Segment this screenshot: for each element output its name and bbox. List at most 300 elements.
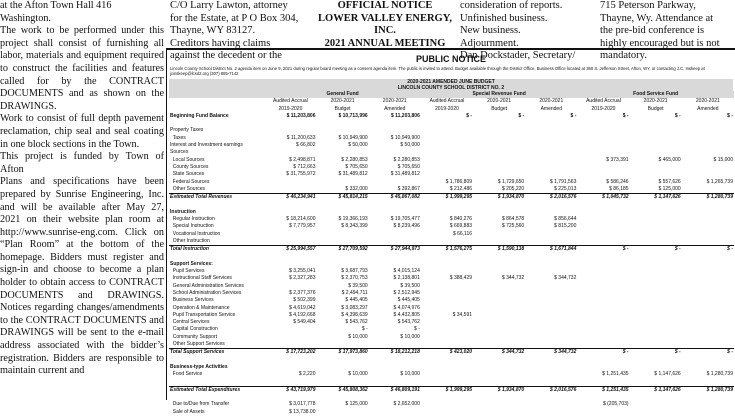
article-paragraph: Plans and specifications have been prepared by Sunrise Engineering, Inc. and will be available after May 27, 2021 on their website plan room at http://www.sunrise-eng.com. Click on “Plan Room” at the bottom of the homepage. Bidders must register and sign-in and choose to become a plan holder to obtain access to CONTRACT DOCUMENTS and DRAWINGS. Notices regarding changes/amendments to the CONTRACT DOCUMENTS and DRAWINGS will be sent to the e-mail address associated with the bidder’s registration. Bidders are responsible to maintain current and	[0, 176, 164, 377]
table-cell	[473, 319, 525, 326]
table-cell: $ -	[674, 112, 681, 119]
table-row	[169, 371, 734, 378]
table-cell	[630, 283, 682, 290]
table-cell	[369, 261, 421, 268]
table-cell: $ 27,709,592	[317, 246, 369, 254]
table-cell	[577, 275, 629, 282]
row-label: County Sources	[170, 163, 209, 170]
fund-header-row	[169, 91, 734, 98]
table-cell	[682, 230, 734, 237]
table-cell	[369, 120, 421, 127]
table-cell: $ 4,619,042	[289, 304, 316, 311]
table-cell	[264, 127, 316, 134]
table-cell	[577, 304, 629, 311]
table-cell	[525, 371, 577, 378]
table-row	[169, 209, 734, 216]
table-cell	[317, 409, 369, 416]
table-cell: $ -	[518, 112, 525, 119]
row-label: Business-type Activities	[170, 363, 228, 370]
table-cell	[525, 156, 577, 163]
table-cell	[630, 253, 682, 260]
table-cell	[682, 127, 734, 134]
table-cell	[577, 261, 629, 268]
table-cell: $ 344,732	[501, 275, 525, 282]
table-cell	[682, 142, 734, 149]
table-cell	[473, 409, 525, 416]
table-cell: $ 1,999,295	[421, 193, 473, 201]
table-cell	[317, 120, 369, 127]
row-label: Interest and Investment earnings	[170, 142, 243, 149]
meeting-notice-column	[315, 0, 455, 50]
table-cell	[577, 334, 629, 341]
table-cell	[421, 304, 473, 311]
table-row	[169, 120, 734, 127]
row-label: Vocational Instruction	[170, 230, 221, 237]
row-label: Operation & Maintenance	[170, 304, 230, 311]
table-cell	[630, 290, 682, 297]
table-cell	[525, 364, 577, 371]
table-cell: $ 344,732	[473, 349, 525, 357]
table-cell: $ 2,512,945	[393, 289, 420, 296]
table-cell	[473, 164, 525, 171]
text-line: INC.	[374, 25, 396, 37]
table-row	[169, 149, 734, 156]
table-cell	[317, 261, 369, 268]
table-cell: $ 2,652,000	[393, 401, 420, 408]
table-cell: $ 445,405	[397, 297, 420, 304]
table-cell	[421, 283, 473, 290]
table-cell: $ 1,999,295	[421, 386, 473, 394]
table-cell	[630, 304, 682, 311]
table-cell	[473, 283, 525, 290]
table-cell: $ 705,650	[397, 163, 420, 170]
table-cell	[577, 149, 629, 156]
table-cell	[473, 312, 525, 319]
table-cell	[421, 201, 473, 208]
text-line: 715 Peterson Parkway,	[600, 0, 696, 11]
public-notice-box	[166, 48, 735, 415]
table-cell	[525, 357, 577, 364]
table-cell: $ 125,000	[345, 401, 368, 408]
table-cell: $ 3,017,778	[289, 401, 316, 408]
table-cell: $ 373,391	[606, 156, 629, 163]
table-cell: $ 7,779,957	[289, 223, 316, 230]
article-paragraph: at the Afton Town Hall 416	[0, 0, 112, 11]
table-cell	[317, 238, 369, 246]
table-cell	[577, 283, 629, 290]
table-cell	[630, 297, 682, 304]
table-cell	[369, 209, 421, 216]
table-row	[169, 113, 734, 120]
text-line: Thayne, WY 83127.	[170, 25, 256, 37]
table-cell	[473, 341, 525, 349]
table-cell	[577, 135, 629, 142]
text-line: C/O Larry Lawton, attorney	[170, 0, 288, 11]
table-cell	[577, 171, 629, 178]
table-cell	[421, 394, 473, 401]
table-cell	[264, 261, 316, 268]
table-cell: $ 1,045,732	[577, 193, 629, 201]
article-left-column	[0, 0, 164, 378]
table-cell	[682, 378, 734, 386]
row-label: Due to/Due from Transfer	[170, 401, 230, 408]
row-label: Estimated Total Expenditures	[169, 386, 264, 394]
table-cell: $ 445,405	[345, 297, 368, 304]
table-cell: $ 18,214,600	[286, 216, 316, 222]
table-cell	[421, 164, 473, 171]
table-cell	[264, 201, 316, 208]
table-cell	[630, 223, 682, 230]
table-cell	[682, 268, 734, 275]
table-row	[169, 409, 734, 416]
table-row	[169, 127, 734, 134]
table-row	[169, 304, 734, 311]
table-cell	[630, 341, 682, 349]
budget-title	[169, 79, 733, 91]
table-cell: $ 13,738.00	[289, 408, 316, 415]
table-cell	[525, 230, 577, 237]
table-row	[169, 297, 734, 304]
table-cell	[264, 186, 316, 194]
text-line: consideration of reports.	[460, 0, 563, 11]
table-row	[169, 201, 734, 208]
table-cell: $ 2,377,376	[289, 289, 316, 296]
text-line: Thayne, Wy. Attendance at	[600, 12, 714, 24]
table-cell	[682, 261, 734, 268]
table-cell	[682, 238, 734, 246]
table-row	[169, 319, 734, 326]
table-cell	[682, 120, 734, 127]
table-cell: $ 27,944,973	[369, 246, 421, 254]
table-cell: $ 1,934,870	[473, 193, 525, 201]
table-cell: $ 332,000	[345, 185, 368, 192]
text-line: against the decedent or the	[170, 50, 282, 62]
table-cell	[421, 142, 473, 149]
column-subheader: Budget	[334, 105, 351, 112]
table-cell	[525, 209, 577, 216]
column-header: Audited Accrual	[429, 98, 465, 105]
table-cell	[525, 297, 577, 304]
table-cell: $ 669,883	[449, 223, 473, 230]
table-cell	[525, 171, 577, 178]
table-cell	[421, 156, 473, 163]
table-cell	[421, 209, 473, 216]
table-cell: $ 45,808,362	[317, 386, 369, 394]
column-header-row	[169, 98, 734, 105]
row-label: Business Services	[170, 297, 214, 304]
table-cell: $ 10,000	[348, 333, 368, 340]
table-cell	[264, 326, 316, 333]
row-label: Taxes	[170, 134, 186, 141]
table-cell: $ 1,280,739	[706, 371, 733, 378]
table-cell	[630, 364, 682, 371]
table-cell	[525, 164, 577, 171]
table-cell: $ 10,949,900	[390, 134, 420, 141]
table-cell	[630, 164, 682, 171]
table-cell	[682, 283, 734, 290]
table-cell	[577, 164, 629, 171]
table-cell	[525, 401, 577, 408]
row-label: General Administration Services	[170, 282, 244, 289]
table-cell	[317, 378, 369, 386]
table-cell	[630, 409, 682, 416]
table-cell: $ 543,762	[345, 319, 368, 326]
table-cell	[682, 364, 734, 371]
column-header: 2020-2021	[539, 98, 564, 105]
row-label: Total Instruction	[169, 246, 264, 254]
table-cell: $ 1,786,809	[445, 178, 473, 185]
table-cell	[682, 312, 734, 319]
row-label: Pupil Transportation Service	[170, 311, 236, 318]
table-cell: $ -	[682, 246, 734, 254]
table-cell	[317, 357, 369, 364]
row-label: Local Sources	[170, 156, 205, 163]
table-cell: $ 46,234,941	[264, 193, 316, 201]
table-cell: $ 2,327,283	[289, 275, 316, 282]
table-cell	[577, 378, 629, 386]
table-row	[169, 275, 734, 282]
table-cell: $ 2,370,753	[341, 275, 368, 282]
table-cell	[317, 364, 369, 371]
table-cell: $ 19,705,477	[390, 216, 420, 222]
table-cell: $ 46,809,191	[369, 386, 421, 394]
table-cell: $ -	[682, 349, 734, 357]
table-cell	[421, 171, 473, 178]
table-cell: $ -	[361, 326, 368, 333]
table-row	[169, 223, 734, 230]
table-cell: $ 725,560	[501, 223, 525, 230]
table-cell	[682, 201, 734, 208]
table-cell	[369, 409, 421, 416]
table-cell	[577, 268, 629, 275]
table-cell: $ 8,239,496	[393, 223, 420, 230]
table-cell	[421, 135, 473, 142]
text-line: OFFICIAL NOTICE	[337, 0, 433, 11]
table-cell	[264, 283, 316, 290]
table-cell	[682, 304, 734, 311]
table-row	[169, 341, 734, 349]
table-cell	[525, 142, 577, 149]
table-cell: $ 1,280,739	[682, 193, 734, 201]
table-cell	[421, 364, 473, 371]
table-cell	[577, 253, 629, 260]
table-cell: $ (205,703)	[602, 401, 629, 408]
table-cell	[473, 149, 525, 156]
table-cell: $ 1,251,435	[577, 386, 629, 394]
row-label: School Administration Services	[170, 289, 242, 296]
table-cell: $ 712,663	[293, 163, 316, 170]
table-cell: $ 10,000	[348, 371, 368, 378]
table-cell: $ 1,791,563	[549, 178, 577, 185]
table-cell	[577, 120, 629, 127]
table-cell	[317, 341, 369, 349]
table-cell: $ 4,398,639	[341, 311, 368, 318]
article-paragraph: Work to consist of full depth pavement reclamation, chip seal and seal coating in one block sections in the Town.	[0, 113, 164, 150]
table-cell	[317, 230, 369, 237]
table-row	[169, 364, 734, 371]
table-cell	[369, 357, 421, 364]
table-cell	[682, 319, 734, 326]
table-cell	[525, 283, 577, 290]
table-cell	[473, 127, 525, 134]
table-cell: $ 11,203,806	[286, 112, 316, 119]
row-label: Other Instruction	[170, 237, 210, 244]
table-cell	[421, 127, 473, 134]
table-cell: $ -	[622, 112, 629, 119]
table-cell	[577, 201, 629, 208]
column-header: Audited Accrual	[586, 98, 621, 105]
text-line: Dan Dockstader, Secretary/	[460, 50, 576, 62]
table-row	[169, 349, 734, 357]
table-cell: $ 3,687,793	[341, 268, 368, 275]
table-cell	[682, 164, 734, 171]
table-cell	[317, 178, 369, 185]
table-cell	[421, 341, 473, 349]
column-header: 2020-2021	[382, 98, 407, 105]
table-cell	[630, 238, 682, 246]
table-cell	[525, 149, 577, 156]
text-line: mandatory.	[600, 50, 647, 62]
table-cell: $ 50,000	[348, 142, 368, 149]
table-cell	[630, 142, 682, 149]
table-cell	[630, 261, 682, 268]
table-cell: $ 2,016,576	[525, 386, 577, 394]
table-row	[169, 142, 734, 149]
table-cell	[577, 142, 629, 149]
table-cell: $ 392,867	[397, 185, 420, 192]
table-cell: $ 557,626	[658, 178, 681, 185]
table-cell: $ 1,265,739	[706, 178, 733, 185]
table-cell: $ 2,280,853	[393, 156, 420, 163]
row-label: Other Sources	[170, 185, 206, 192]
table-cell	[473, 364, 525, 371]
table-cell	[630, 378, 682, 386]
text-line: Adjournment.	[460, 37, 519, 49]
table-cell	[264, 364, 316, 371]
table-row	[169, 334, 734, 341]
fund-header: Food Service Fund	[577, 91, 734, 98]
table-cell: $ 17,973,860	[317, 349, 369, 357]
table-cell	[264, 394, 316, 401]
table-cell	[577, 223, 629, 230]
table-cell: $ 66,802	[296, 142, 316, 149]
table-cell	[369, 127, 421, 134]
table-cell	[264, 334, 316, 341]
row-label: Regular Instruction	[170, 216, 215, 222]
table-cell	[525, 135, 577, 142]
column-subheader: Amended	[697, 105, 719, 112]
table-cell	[421, 253, 473, 260]
table-cell: $ 2,016,576	[525, 193, 577, 201]
table-cell: $ 225,013	[554, 185, 577, 192]
table-cell: $ 2,494,711	[341, 289, 368, 296]
table-cell	[421, 357, 473, 364]
table-cell	[421, 371, 473, 378]
row-label	[169, 357, 264, 364]
table-cell	[630, 275, 682, 282]
fund-header: Special Revenue Fund	[421, 91, 578, 98]
table-cell	[682, 326, 734, 333]
table-cell	[682, 223, 734, 230]
table-cell: $ -	[577, 246, 629, 254]
text-line: LOWER VALLEY ENERGY,	[318, 12, 452, 24]
table-cell	[577, 209, 629, 216]
table-cell	[525, 394, 577, 401]
table-cell	[421, 319, 473, 326]
table-cell	[473, 120, 525, 127]
table-cell	[317, 394, 369, 401]
table-row	[169, 261, 734, 268]
fund-header: General Fund	[264, 91, 421, 98]
table-cell	[630, 171, 682, 178]
article-paragraph: This project is funded by Town of Afton	[0, 151, 164, 175]
table-cell	[577, 341, 629, 349]
table-cell	[317, 149, 369, 156]
table-cell: $ 840,276	[449, 216, 473, 222]
table-row	[169, 178, 734, 185]
table-cell	[525, 127, 577, 134]
table-row	[169, 238, 734, 246]
table-cell	[473, 378, 525, 386]
text-line: for the Estate, at P O Box 304,	[170, 12, 299, 24]
table-cell	[421, 401, 473, 408]
row-label: Support Services:	[170, 260, 213, 267]
table-cell: $ 10,949,900	[338, 134, 368, 141]
table-cell: $ 2,138,801	[393, 275, 420, 282]
table-cell: $ 1,147,626	[654, 371, 681, 378]
table-row	[169, 246, 734, 254]
table-cell: $ 815,200	[554, 223, 577, 230]
column-header: 2020-2021	[695, 98, 720, 105]
table-cell	[473, 261, 525, 268]
table-cell: $ 45,867,082	[369, 193, 421, 201]
budget-table	[169, 91, 734, 416]
table-cell	[630, 357, 682, 364]
table-cell: $ -	[414, 326, 420, 333]
table-cell	[473, 297, 525, 304]
table-cell: $ 25,994,557	[264, 246, 316, 254]
table-cell	[473, 142, 525, 149]
table-cell	[264, 209, 316, 216]
column-subheader: 2019-2020	[591, 105, 616, 112]
table-cell	[630, 135, 682, 142]
table-cell	[682, 409, 734, 416]
table-cell	[264, 120, 316, 127]
table-cell	[473, 394, 525, 401]
table-cell: $ -	[630, 246, 682, 254]
table-cell: $ 1,590,138	[473, 246, 525, 254]
row-label: Food Service	[170, 371, 203, 378]
table-cell	[682, 341, 734, 349]
table-cell	[577, 326, 629, 333]
table-cell: $ 465,000	[658, 156, 681, 163]
table-cell	[525, 261, 577, 268]
column-header: 2020-2021	[643, 98, 668, 105]
text-line: highly encouraged but is not	[600, 37, 720, 49]
table-cell	[473, 171, 525, 178]
table-cell	[421, 334, 473, 341]
row-label: Instructional Staff Services	[170, 275, 232, 282]
table-cell	[264, 378, 316, 386]
row-label	[169, 120, 264, 127]
table-cell	[473, 401, 525, 408]
table-cell	[682, 186, 734, 194]
row-label: Federal Sources	[170, 178, 210, 185]
table-cell: $ 10,000	[400, 371, 420, 378]
article-paragraph: The work to be performed under this project shall consist of furnishing all labor, materials and equipment required to construct the facilities and features called for by the CONTRACT DOCUMENTS and as shown on the DRAWINGS.	[0, 25, 164, 112]
table-row	[169, 394, 734, 401]
table-cell: $ 34,591	[452, 311, 473, 318]
